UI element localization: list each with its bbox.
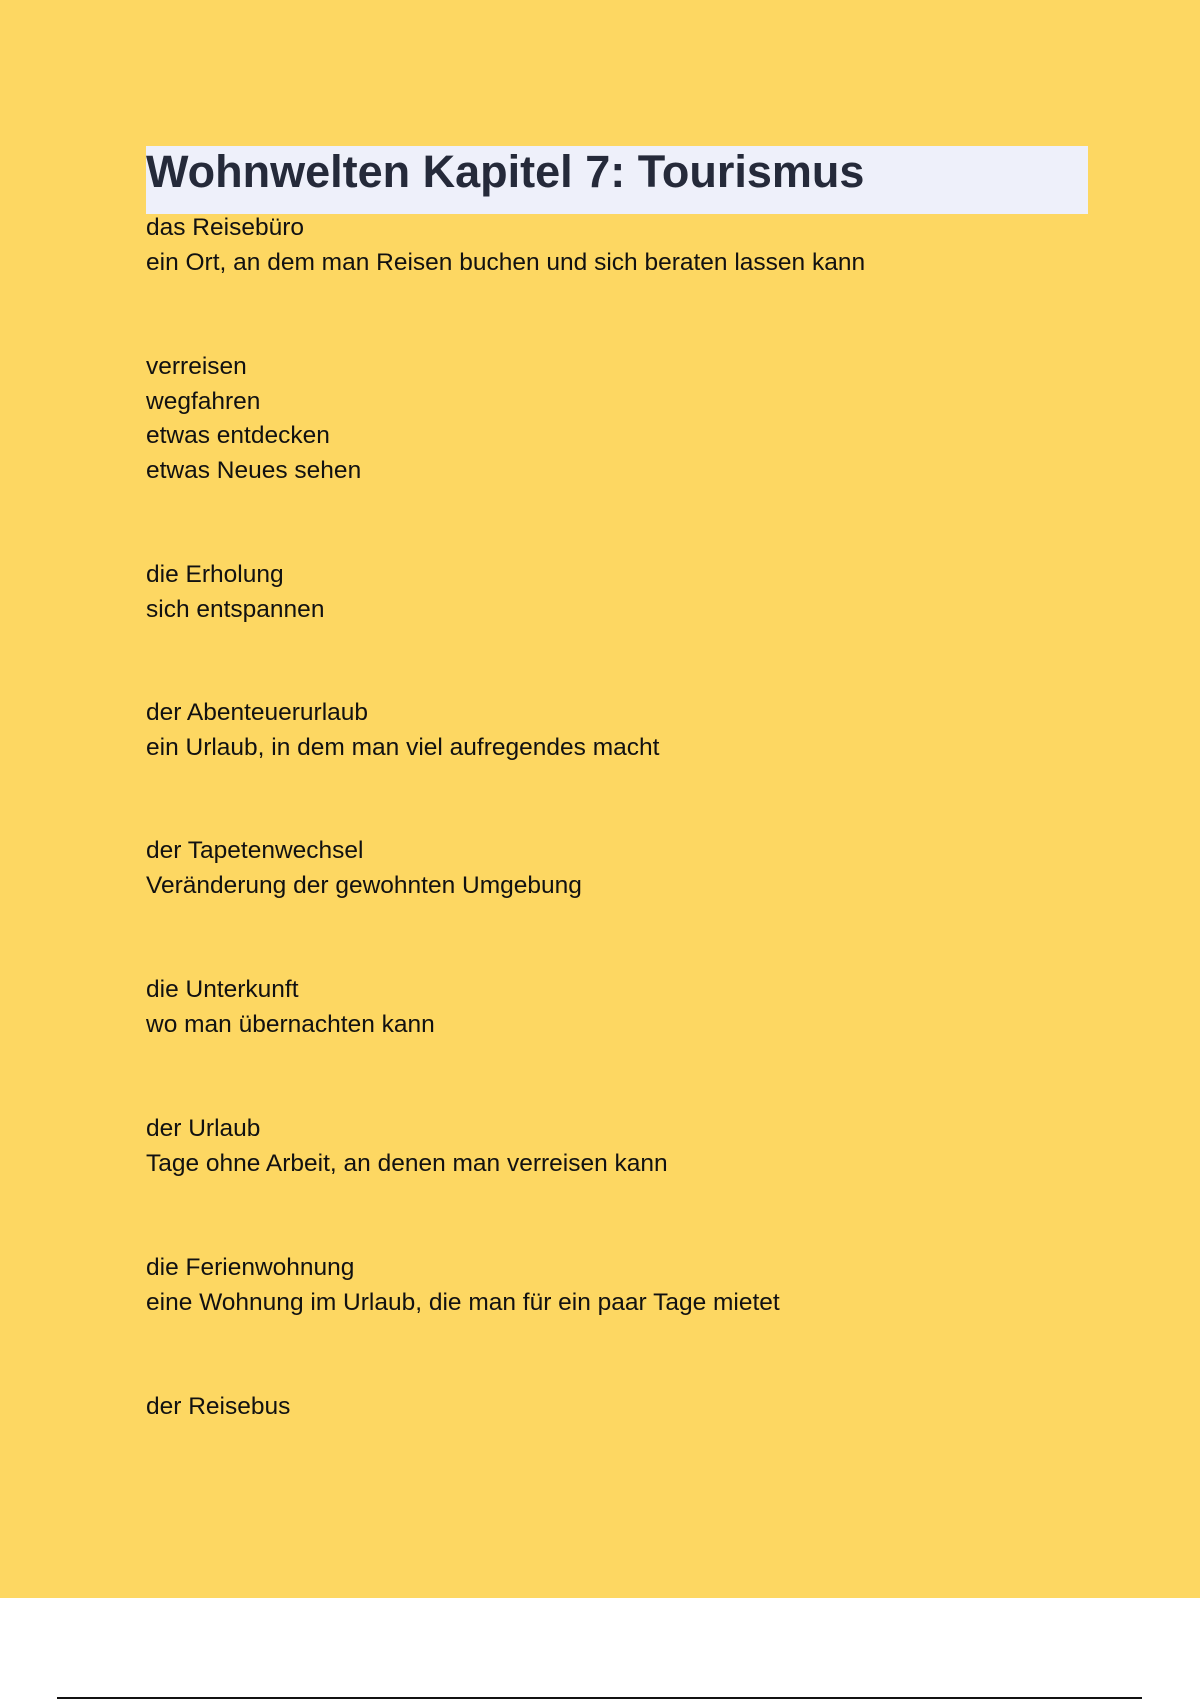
vocab-term: der Urlaub (146, 1115, 261, 1142)
vocab-term: der Abenteuerurlaub (146, 699, 369, 726)
vocab-term: das Reisebüro (146, 214, 304, 241)
vocab-definition: wegfahren (146, 387, 261, 415)
vocab-definition: eine Wohnung im Urlaub, die man für ein paar Tage mietet (146, 1288, 780, 1316)
vocab-definition: ein Ort, an dem man Reisen buchen und sich beraten lassen kann (146, 248, 866, 276)
vocab-definition: ein Urlaub, in dem man viel aufregendes macht (146, 733, 660, 761)
vocab-term: die Ferienwohnung (146, 1254, 355, 1281)
vocab-term: der Tapetenwechsel (146, 837, 364, 864)
vocab-term: die Erholung (146, 561, 284, 588)
vocab-entry-verreisen (146, 350, 361, 488)
vocab-entry-tapetenwechsel (146, 834, 582, 903)
divider (57, 1697, 1142, 1699)
vocab-entry-erholung (146, 558, 324, 627)
vocab-entry-reisebus (146, 1390, 290, 1425)
vocab-entry-abenteuerurlaub (146, 696, 659, 765)
vocab-definition: etwas Neues sehen (146, 456, 362, 484)
vocab-definition: wo man übernachten kann (146, 1010, 435, 1038)
vocab-entry-urlaub (146, 1112, 668, 1181)
vocab-term: der Reisebus (146, 1393, 291, 1420)
vocab-entry-unterkunft (146, 973, 435, 1042)
vocab-definition: etwas entdecken (146, 422, 330, 449)
vocab-entry-ferienwohnung (146, 1251, 780, 1320)
vocab-term: verreisen (146, 353, 247, 380)
vocab-definition: Tage ohne Arbeit, an denen man verreisen kann (146, 1149, 668, 1177)
vocab-definition: Veränderung der gewohnten Umgebung (146, 871, 582, 899)
vocab-term: die Unterkunft (146, 976, 299, 1003)
vocab-definition: sich entspannen (146, 595, 325, 623)
vocab-entry-reiseburo (146, 211, 865, 280)
page-title: Wohnwelten Kapitel 7: Tourismus (146, 146, 865, 197)
